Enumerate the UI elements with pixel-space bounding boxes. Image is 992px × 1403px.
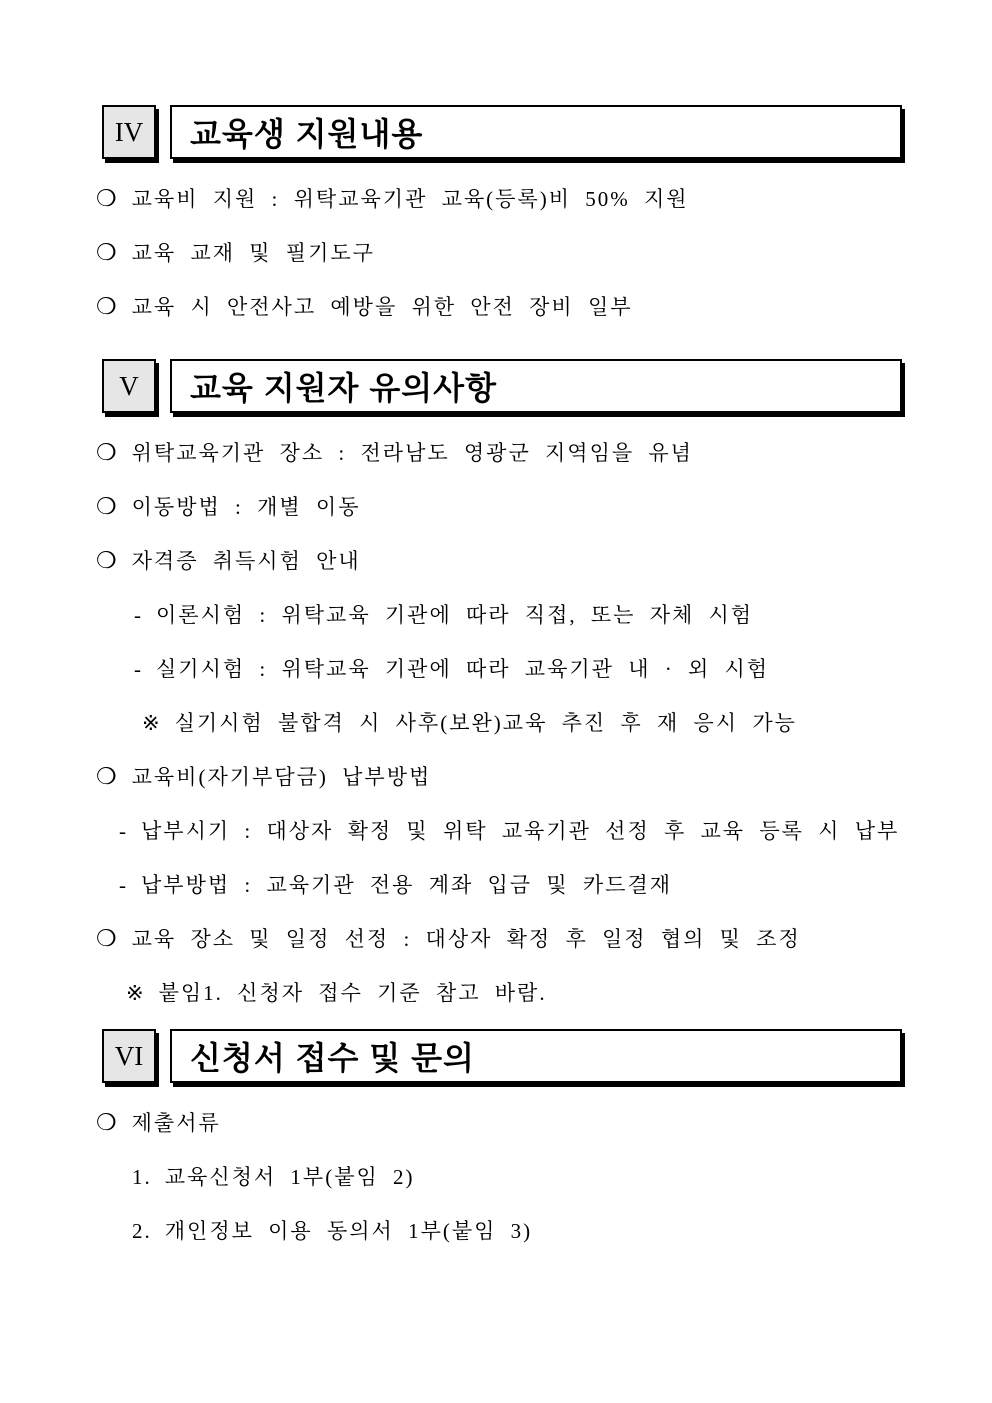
list-subitem (96, 873, 952, 897)
list-item (96, 1111, 952, 1135)
list-item (96, 765, 952, 789)
circle-bullet-icon: ❍ (96, 764, 119, 789)
list-item-text: 교육 교재 및 필기도구 (131, 241, 375, 265)
list-item-text: 붙임1. 신청자 접수 기준 참고 바람. (158, 981, 547, 1005)
numbered-item (96, 1165, 952, 1189)
dash-bullet-icon: - (119, 819, 128, 843)
list-item (96, 495, 952, 519)
list-item-text: 제출서류 (131, 1111, 221, 1135)
item-number: 2. (132, 1219, 152, 1243)
section-numeral-box (102, 1029, 156, 1083)
circle-bullet-icon: ❍ (96, 186, 119, 211)
section-title: 교육 지원자 유의사항 (190, 370, 497, 406)
list-subitem (96, 819, 952, 843)
section-title: 교육생 지원내용 (190, 116, 424, 152)
dash-bullet-icon: - (134, 603, 143, 627)
section-numeral-box (102, 359, 156, 413)
list-item-text: 교육비(자기부담금) 납부방법 (131, 765, 432, 789)
circle-bullet-icon: ❍ (96, 548, 119, 573)
section-numeral: IV (114, 116, 144, 147)
section-title-box (170, 1029, 902, 1083)
circle-bullet-icon: ❍ (96, 926, 119, 951)
section-numeral: V (119, 370, 139, 401)
reference-mark-icon: ※ (126, 981, 146, 1005)
list-note (96, 711, 952, 735)
section-title-box (170, 105, 902, 159)
circle-bullet-icon: ❍ (96, 294, 119, 319)
list-item-text: 자격증 취득시험 안내 (131, 549, 361, 573)
list-subitem (96, 603, 952, 627)
dash-bullet-icon: - (119, 873, 128, 897)
list-item-text: 실기시험 불합격 시 사후(보완)교육 추진 후 재 응시 가능 (174, 711, 797, 735)
list-item (96, 241, 952, 265)
list-item-text: 납부방법 : 교육기관 전용 계좌 입금 및 카드결재 (141, 873, 673, 897)
list-item-text: 교육 시 안전사고 예방을 위한 안전 장비 일부 (131, 295, 633, 319)
section-header (102, 359, 902, 413)
list-item-text: 이론시험 : 위탁교육 기관에 따라 직접, 또는 자체 시험 (156, 603, 754, 627)
list-item (96, 549, 952, 573)
list-item-text: 교육 장소 및 일정 선정 : 대상자 확정 후 일정 협의 및 조정 (131, 927, 801, 951)
section-applicant-notes (96, 359, 952, 1005)
section-title: 신청서 접수 및 문의 (190, 1040, 475, 1076)
dash-bullet-icon: - (134, 657, 143, 681)
circle-bullet-icon: ❍ (96, 494, 119, 519)
list-item-text: 교육신청서 1부(붙임 2) (164, 1165, 415, 1189)
circle-bullet-icon: ❍ (96, 440, 119, 465)
section-title-box (170, 359, 902, 413)
section-header (102, 105, 902, 159)
list-item-text: 납부시기 : 대상자 확정 및 위탁 교육기관 선정 후 교육 등록 시 납부 (141, 819, 900, 843)
list-item (96, 295, 952, 319)
list-item-text: 위탁교육기관 장소 : 전라남도 영광군 지역임을 유념 (131, 441, 693, 465)
list-item-text: 개인정보 이용 동의서 1부(붙임 3) (164, 1219, 533, 1243)
section-numeral: VI (114, 1040, 144, 1071)
list-item (96, 187, 952, 211)
list-item (96, 927, 952, 951)
circle-bullet-icon: ❍ (96, 240, 119, 265)
section-education-support (96, 105, 952, 319)
reference-mark-icon: ※ (142, 711, 162, 735)
circle-bullet-icon: ❍ (96, 1110, 119, 1135)
list-item-text: 이동방법 : 개별 이동 (131, 495, 361, 519)
list-item-text: 교육비 지원 : 위탁교육기관 교육(등록)비 50% 지원 (131, 187, 689, 211)
item-number: 1. (132, 1165, 152, 1189)
section-header (102, 1029, 902, 1083)
section-application-contact (96, 1029, 952, 1243)
list-note (96, 981, 952, 1005)
list-item (96, 441, 952, 465)
numbered-item (96, 1219, 952, 1243)
list-subitem (96, 657, 952, 681)
list-item-text: 실기시험 : 위탁교육 기관에 따라 교육기관 내 · 외 시험 (156, 657, 770, 681)
section-numeral-box (102, 105, 156, 159)
